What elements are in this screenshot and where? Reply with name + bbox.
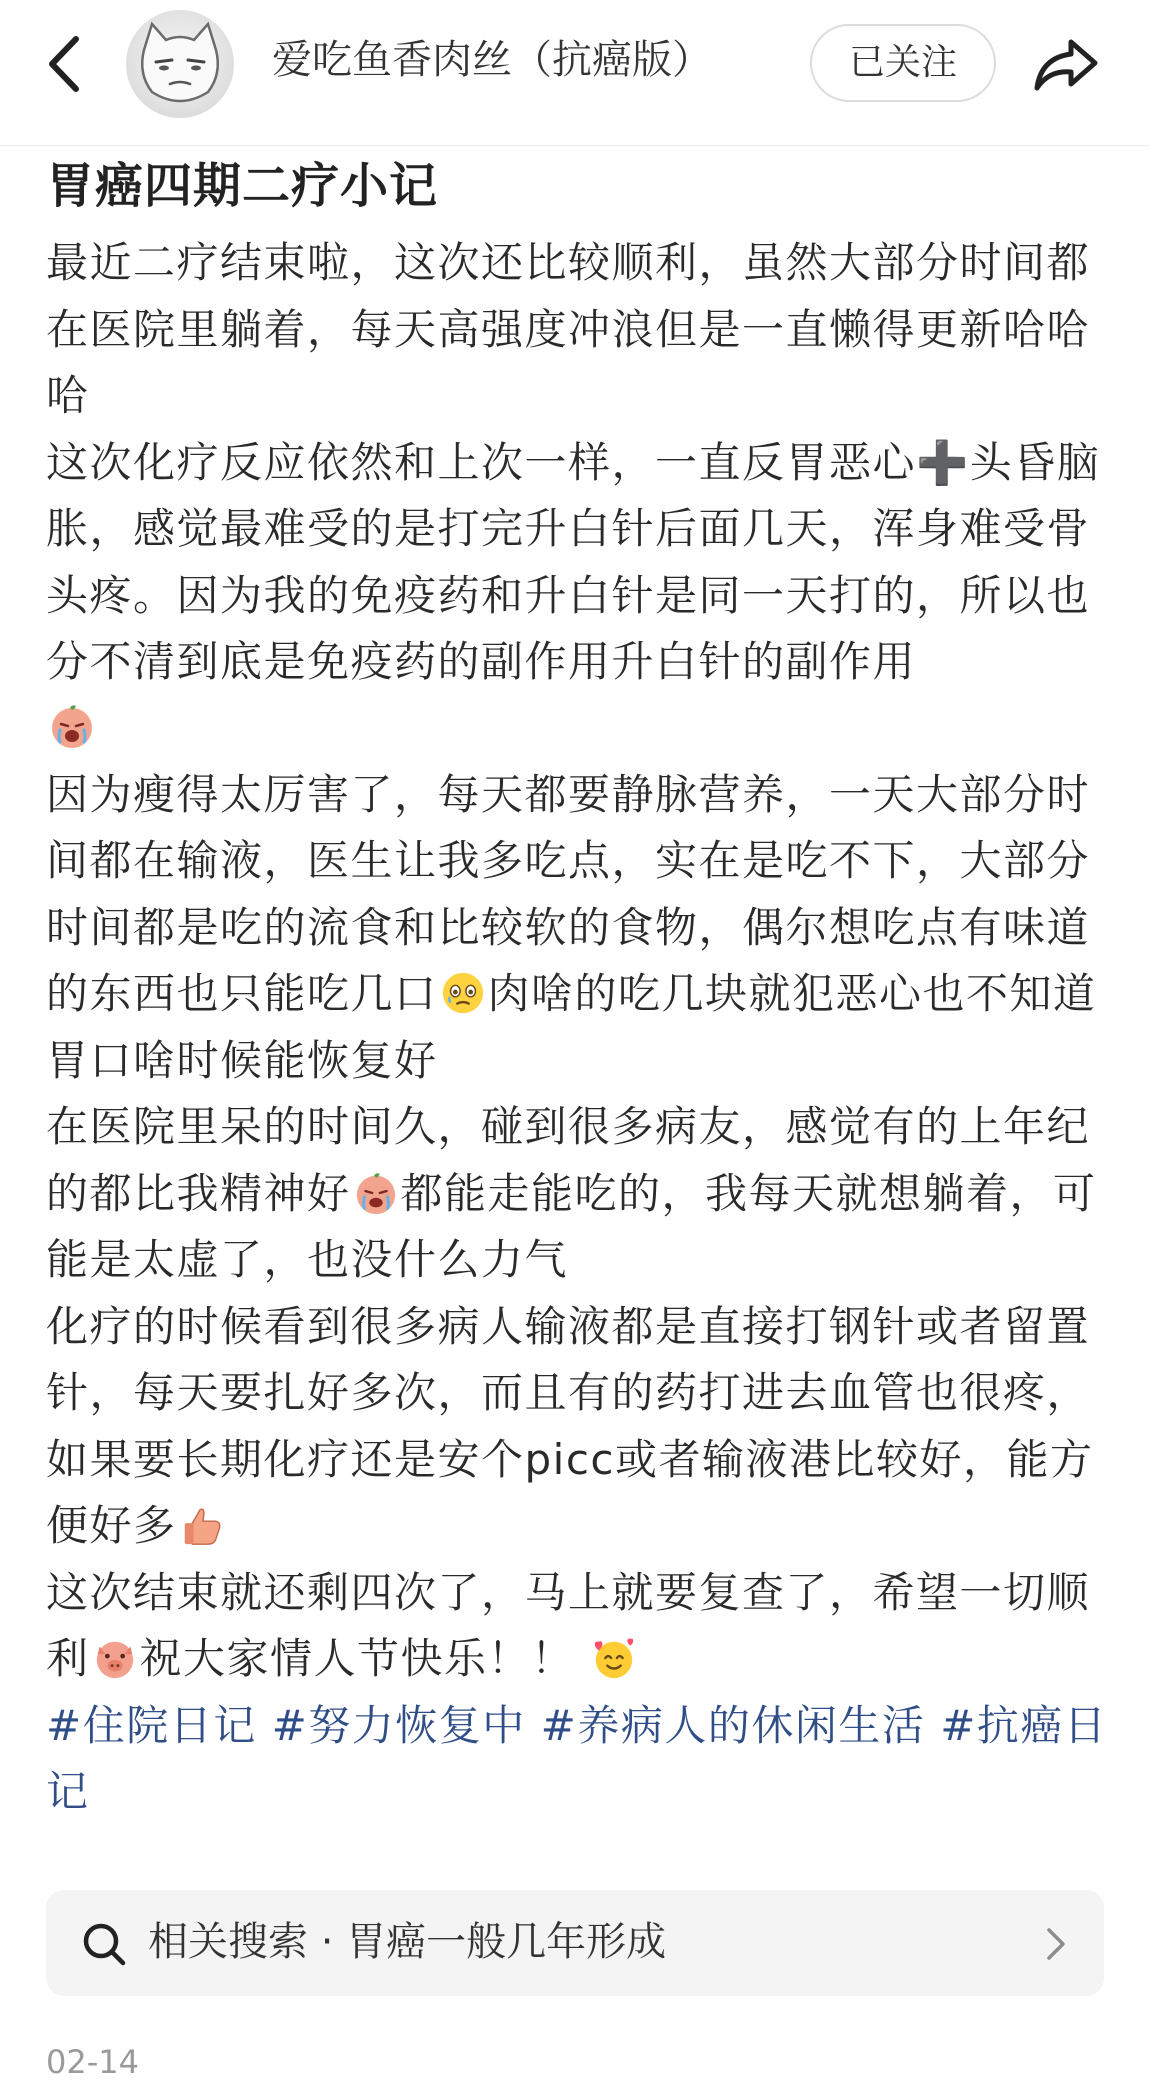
paragraph-5	[46, 1294, 1116, 1560]
holding-back-tears-emoji-icon	[440, 970, 486, 1016]
related-search-bar[interactable]	[46, 1890, 1104, 1996]
hashtag-list	[46, 1693, 1116, 1826]
chevron-left-icon	[46, 35, 82, 93]
back-button[interactable]	[36, 28, 92, 100]
hashtag-anti-cancer-diary[interactable]: #抗癌日记	[46, 1700, 1108, 1816]
follow-button[interactable]: 已关注	[810, 24, 996, 102]
crying-peach-emoji-icon	[48, 702, 96, 750]
thumbs-up-emoji-icon	[179, 1502, 225, 1548]
post-body	[46, 152, 1116, 1826]
smiling-face-with-hearts-emoji-icon	[591, 1635, 637, 1681]
chevron-right-icon	[1044, 1926, 1068, 1962]
post-date: 02-14	[46, 2043, 139, 2081]
related-search-label: 相关搜索 · 胃癌一般几年形成	[148, 1919, 667, 1965]
hashtag-recovering[interactable]: #努力恢复中	[271, 1700, 526, 1750]
paragraph-6	[46, 1560, 1116, 1693]
paragraph-4	[46, 1094, 1116, 1294]
hashtag-hospital-diary[interactable]: #住院日记	[46, 1700, 257, 1750]
paragraph-3	[46, 762, 1116, 1095]
share-button[interactable]	[1026, 26, 1106, 102]
paragraph-2: 这次化疗反应依然和上次一样，一直反胃恶心➕头昏脑胀，感觉最难受的是打完升白针后面几天，浑身难受骨头疼。因为我的免疫药和升白针是同一天打的，所以也分不清到底是免疫药的副作用升白针的副作用	[46, 437, 1101, 686]
paragraph-3-text-a: 因为瘦得太厉害了，每天都要静脉营养，一天大部分时间都在输液，医生让我多吃点，实在是吃不下，大部分时间都是吃的流食和比较软的食物，偶尔想吃点有味道的东西也只能吃几口	[46, 769, 1091, 1018]
post-title: 胃癌四期二疗小记	[46, 158, 439, 214]
author-avatar[interactable]	[126, 10, 234, 118]
paragraph-6-text-a: 这次结束就还剩四次了，马上就要复查了，希望一切顺利	[46, 1567, 1091, 1683]
paragraph-4-text-a: 在医院里呆的时间久，碰到很多病友，感觉有的上年纪的都比我精神好	[46, 1102, 1091, 1218]
paragraph-5-text: 化疗的时候看到很多病人输液都是直接打钢针或者留置针，每天要扎好多次，而且有的药打进去血管也很疼，如果要长期化疗还是安个picc或者输液港比较好，能方便好多	[46, 1301, 1094, 1550]
crying-peach-emoji-icon	[353, 1170, 399, 1216]
post-header	[0, 0, 1149, 146]
hashtag-leisure-life[interactable]: #养病人的休闲生活	[540, 1700, 926, 1750]
paragraph-4-text-b: 都能走能吃的，我每天就想躺着，可能是太虚了，也没什么力气	[46, 1168, 1097, 1284]
author-name[interactable]: 爱吃鱼香肉丝（抗癌版）	[272, 37, 712, 83]
pig-emoji-icon	[92, 1635, 138, 1681]
paragraph-1: 最近二疗结束啦，这次还比较顺利，虽然大部分时间都在医院里躺着，每天高强度冲浪但是一直懒得更新哈哈哈	[46, 238, 1091, 420]
paragraph-3-text-b: 肉啥的吃几块就犯恶心也不知道胃口啥时候能恢复好	[46, 969, 1097, 1085]
paragraph-6-text-b: 祝大家情人节快乐！！	[139, 1634, 575, 1683]
cartoon-face-avatar-icon	[126, 10, 234, 118]
search-icon	[80, 1920, 128, 1968]
share-arrow-icon	[1033, 36, 1099, 92]
